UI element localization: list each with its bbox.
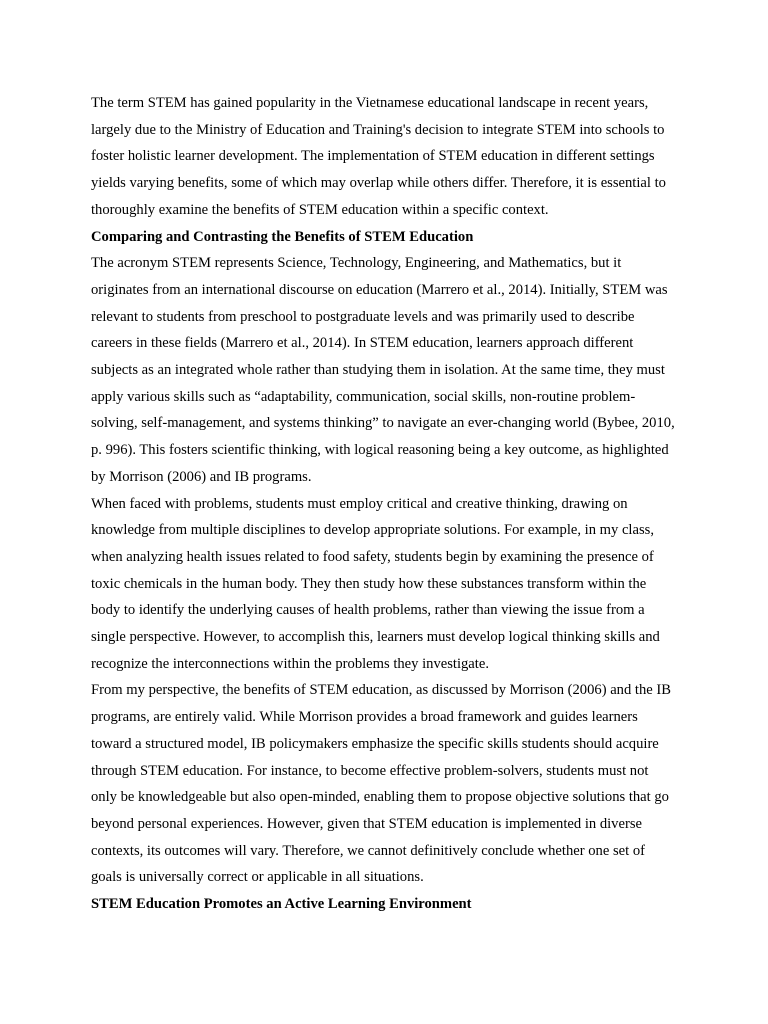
perspective-paragraph: From my perspective, the benefits of STEM education, as discussed by Morrison (2006) and the IB programs, are entirely valid. While Morrison provides a broad framework and guides learners toward a structured model, IB policymakers emphasize the specific skills students should acquire through STEM education. For instance, to become effective problem-solvers, students must not only be knowledgeable but also open-minded, enabling them to propose objective solutions that go beyond personal experiences. However, given that STEM education is implemented in diverse contexts, its outcomes will vary. Therefore, we cannot definitively conclude whether one set of goals is universally correct or applicable in all situations.: [91, 682, 671, 886]
section-heading-benefits: Comparing and Contrasting the Benefits of STEM Education: [91, 228, 474, 245]
stem-definition-paragraph: The acronym STEM represents Science, Technology, Engineering, and Mathematics, but it originates from an international discourse on education (Marrero et al., 2014). Initially, STEM was relevant to students from preschool to postgraduate levels and was primarily used to describe careers in these fields (Marrero et al., 2014). In STEM education, learners approach different subjects as an integrated whole rather than studying them in isolation. At the same time, they must apply various skills such as “adaptability, communication, social skills, non-routine problem-solving, self-management, and systems thinking” to navigate an ever-changing world (Bybee, 2010, p. 996). This fosters scientific thinking, with logical reasoning being a key outcome, as highlighted by Morrison (2006) and IB programs.: [91, 255, 675, 485]
document-page: [91, 90, 677, 918]
problem-solving-paragraph: When faced with problems, students must employ critical and creative thinking, drawing on knowledge from multiple disciplines to develop appropriate solutions. For example, in my class, when analyzing health issues related to food safety, students begin by examining the presence of toxic chemicals in the human body. They then study how these substances transform within the body to identify the underlying causes of health problems, rather than viewing the issue from a single perspective. However, to accomplish this, learners must develop logical thinking skills and recognize the interconnections within the problems they investigate.: [91, 495, 660, 672]
section-heading-active-learning: STEM Education Promotes an Active Learning Environment: [91, 896, 472, 913]
intro-paragraph: The term STEM has gained popularity in the Vietnamese educational landscape in recent years, largely due to the Ministry of Education and Training's decision to integrate STEM into schools to foster holistic learner development. The implementation of STEM education in different settings yields varying benefits, some of which may overlap while others differ. Therefore, it is essential to thoroughly examine the benefits of STEM education within a specific context.: [91, 95, 666, 218]
